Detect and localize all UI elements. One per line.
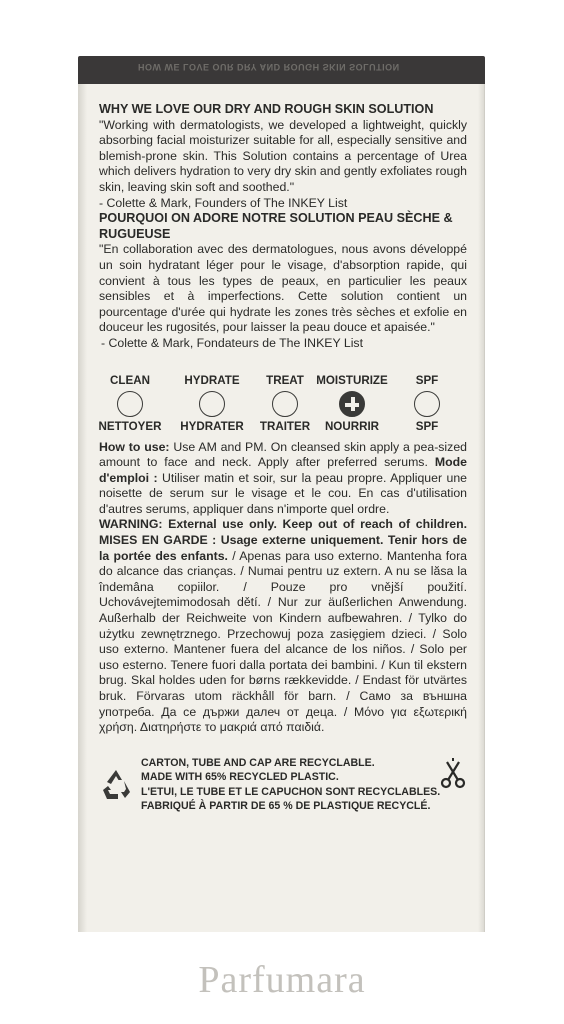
pillar-label-en: SPF (415, 373, 439, 387)
routine-pillars (99, 374, 467, 440)
product-box-panel (78, 84, 485, 932)
pillar-label-en: HYDRATE (184, 373, 240, 387)
box-left-edge (79, 84, 87, 932)
why-heading-en: WHY WE LOVE OUR DRY AND ROUGH SKIN SOLUTION (99, 102, 434, 116)
pillar-label-en: MOISTURIZE (316, 373, 388, 387)
box-right-edge (478, 84, 484, 932)
pillar-label-en: CLEAN (110, 373, 150, 387)
panel-content (99, 102, 467, 826)
pillar-spf (387, 374, 467, 433)
watermark-text: Parfumara (198, 959, 366, 1001)
why-heading-fr: POURQUOI ON ADORE NOTRE SOLUTION PEAU SÈCHE & RUGUEUSE (99, 211, 453, 241)
recycle-icon (99, 768, 133, 802)
how-to-use-text-en: Use AM and PM. On cleansed skin apply a pea-sized amount to face and neck. Apply after preferred serums. (99, 439, 467, 470)
how-to-use-text-fr: Utiliser matin et soir, sur la peau propre. Appliquer une noisette de serum sur le visage et le cou. En cas d'utilisation d'autres serums, appliquer dans n'importe quel ordre. (99, 470, 468, 516)
pillar-label-fr: NOURRIR (324, 419, 380, 433)
why-signature-fr: - Colette & Mark, Fondateurs de The INKEY List (101, 335, 363, 350)
plus-circle-icon (339, 391, 365, 417)
recycling-line-3: L'ETUI, LE TUBE ET LE CAPUCHON SONT RECYCLABLES. (141, 785, 441, 798)
pillar-hydrate (172, 374, 252, 433)
pillar-label-en: TREAT (266, 373, 304, 387)
pillar-label-fr: NETTOYER (98, 419, 162, 433)
pillar-label-fr: SPF (415, 419, 439, 433)
recycling-line-1: CARTON, TUBE AND CAP ARE RECYCLABLE. (141, 756, 375, 769)
how-to-use-label-en: How to use: (99, 439, 170, 454)
scissors-icon (439, 758, 467, 790)
recycling-line-4: FABRIQUÉ À PARTIR DE 65 % DE PLASTIQUE RECYCLÉ. (141, 800, 431, 812)
empty-circle-icon (272, 391, 298, 417)
pillar-clean (90, 374, 170, 433)
empty-circle-icon (117, 391, 143, 417)
warning-translations: / Apenas para uso externo. Mantenha fora do alcance das crianças. / Numai pentru uz extern. A nu se lăsa la îndemâna copiilor. / Pouze pro vnější použití. Uchovávejtemimodosah dětí. / Nur zur äußerlichen Anwendung. Außerhalb der Reichweite von Kindern aufbewahren. / Tylko do użytku zewnętrznego. Przechowuj poza zasięgiem dzieci. / Solo uso externo. Mantener fuera del alcance de los niños. / Solo per uso esterno. Tenere fuori dalla portata dei bambini. / Kun til ekstern brug. Skal holdes uden for børns rækkevidde. / Endast för utvärtes bruk. Förvaras utom räckhåll för barn. / Само за външна употреба. Да се държи далеч от деца. / Μόνο για εξωτερική χρήση. Διατηρήστε το μακριά από παιδιά. (99, 548, 467, 735)
recycling-info (99, 756, 467, 826)
empty-circle-icon (414, 391, 440, 417)
warning-bold: WARNING: External use only. Keep out of reach of children. MISES EN GARDE : Usage externe uniquement. Tenir hors de la portée des enfants. (99, 517, 467, 563)
pillar-label-fr: HYDRATER (180, 419, 244, 433)
pillar-moisturize (312, 374, 392, 433)
why-quote-en: "Working with dermatologists, we developed a lightweight, quickly absorbing facial moisturizer suitable for all, especially sensitive and blemish-prone skin. This Solution contains a percentage of Urea which delivers hydration to very dry skin and gently exfoliates rough skin, leaving skin soft and soothed." (99, 117, 467, 194)
why-signature-en: - Colette & Mark, Founders of The INKEY List (99, 195, 348, 210)
recycling-text (141, 756, 441, 814)
how-to-use-label-fr: Mode d'emploi : (99, 455, 467, 485)
empty-circle-icon (199, 391, 225, 417)
warning-text (99, 517, 467, 735)
how-to-use (99, 440, 467, 518)
mirrored-flap-text: HOW WE LOVE OUR DRY AND ROUGH SKIN SOLUTION (138, 62, 400, 72)
why-quote-fr: "En collaboration avec des dermatologues, nous avons développé un soin hydratant léger pour le visage, d'absorption rapide, qui convient à tous les types de peaux, en particulier les peaux sensibles et à imperfections. Cette solution contient un pourcentage d'urée qui hydrate les zones très sèches et exfolie en douceur les rugosités, pour laisser la peau douce et apaisée." (99, 242, 467, 335)
recycling-line-2: MADE WITH 65% RECYCLED PLASTIC. (141, 771, 339, 784)
pillar-label-fr: TRAITER (259, 419, 311, 433)
